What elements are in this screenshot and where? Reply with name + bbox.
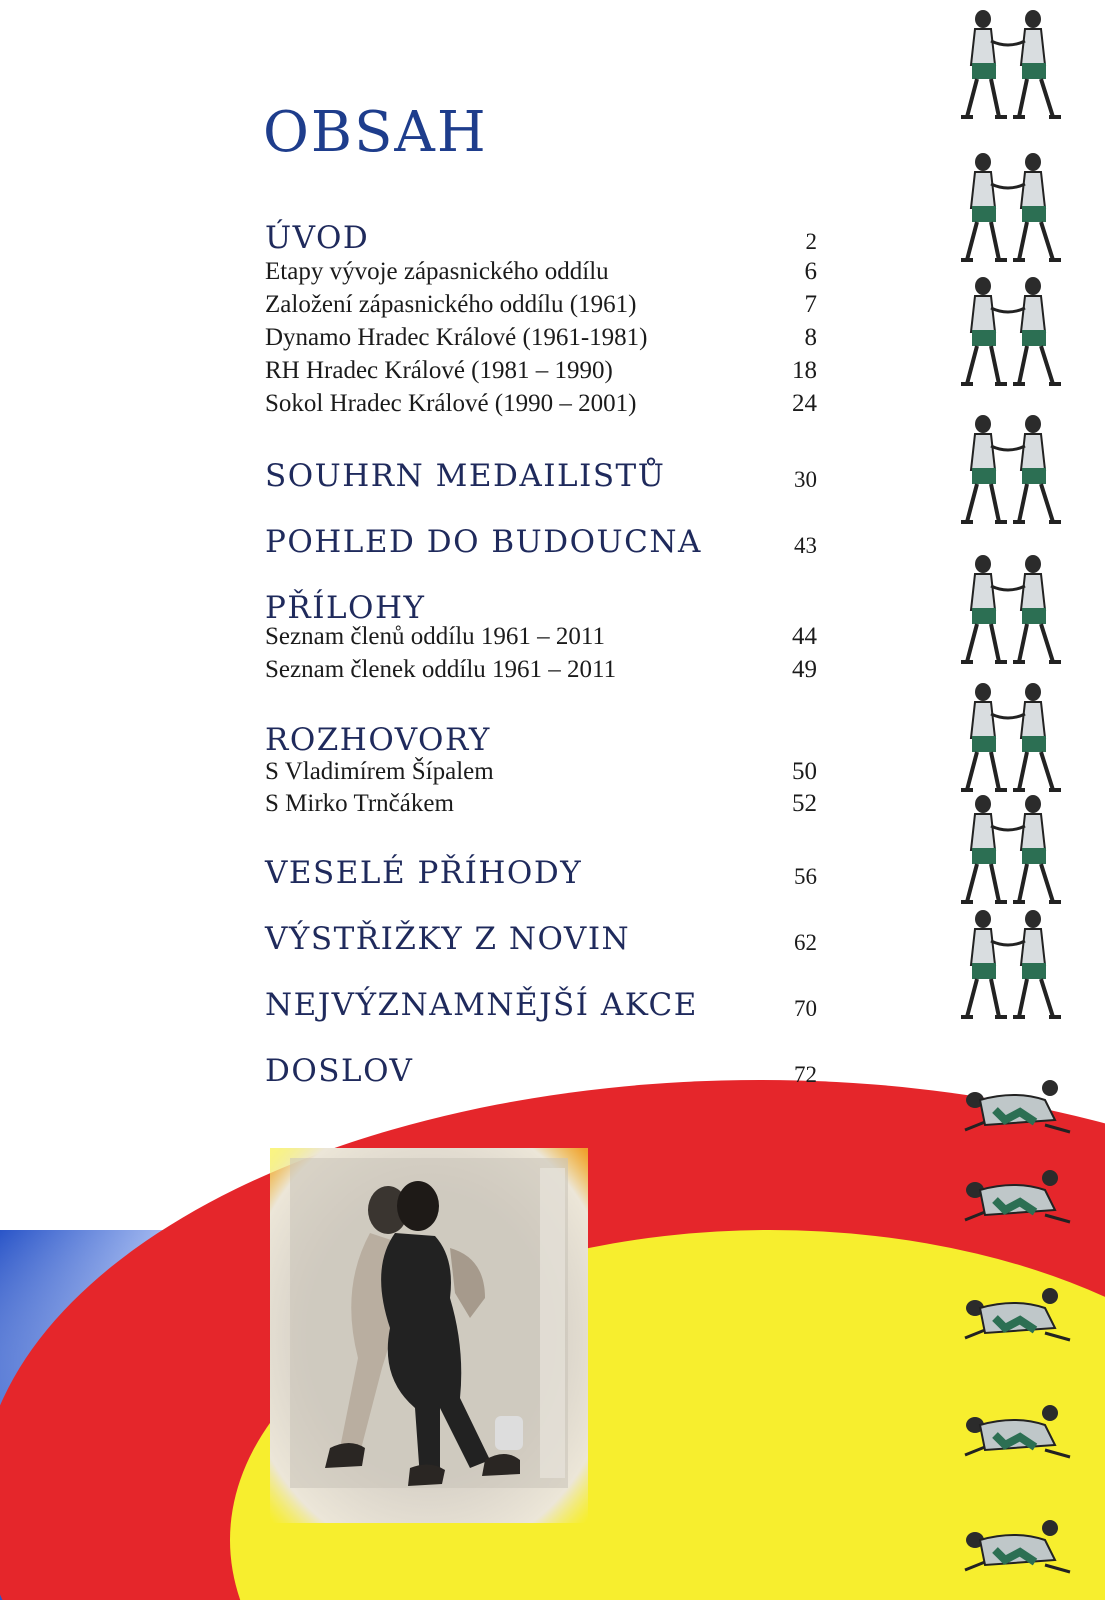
toc-section-label: VESELÉ PŘÍHODY	[265, 855, 583, 891]
toc-section-label: DOSLOV	[265, 1053, 414, 1089]
toc-page-number: 49	[792, 656, 817, 683]
toc-page-number: 72	[794, 1062, 817, 1087]
toc-section-label: ÚVOD	[265, 220, 370, 256]
toc-item-label: Seznam členek oddílu 1961 – 2011	[265, 656, 617, 683]
toc-item-label: S Vladimírem Šípalem	[265, 758, 494, 785]
wrestlers-bridge-icon	[965, 1288, 1070, 1340]
wrestlers-handshake-icon	[961, 10, 1061, 117]
wrestlers-pin-icon	[965, 1405, 1070, 1457]
toc-section-label: ROZHOVORY	[265, 722, 491, 758]
wrestlers-grapple-icon	[961, 153, 1061, 260]
toc-page-number: 7	[804, 291, 817, 318]
toc-item-label: S Mirko Trnčákem	[265, 790, 454, 817]
wrestlers-throw-icon	[961, 683, 1061, 790]
toc-item-label: Založení zápasnického oddílu (1961)	[265, 291, 637, 318]
toc-page-number: 52	[792, 790, 817, 817]
wrestlers-ground-icon	[965, 1080, 1070, 1132]
toc-page-number: 44	[792, 623, 817, 650]
toc-section-label: VÝSTŘIŽKY Z NOVIN	[265, 921, 631, 957]
toc-page-number: 30	[794, 467, 817, 492]
toc-section-label: POHLED DO BUDOUCNA	[265, 524, 702, 560]
page-title: OBSAH	[263, 100, 488, 165]
wrestling-figures-column	[945, 0, 1085, 1600]
toc-section-label: NEJVÝZNAMNĚJŠÍ AKCE	[265, 987, 698, 1023]
vintage-wrestlers-photo	[270, 1148, 588, 1523]
toc-section-label: PŘÍLOHY	[265, 590, 426, 626]
wrestlers-floor-icon	[965, 1520, 1070, 1572]
toc-item-label: Seznam členů oddílu 1961 – 2011	[265, 623, 605, 650]
toc-page-number: 8	[804, 324, 817, 351]
toc-page-number: 43	[794, 533, 817, 558]
wrestlers-stand-icon	[961, 910, 1061, 1017]
toc-item-label: Etapy vývoje zápasnického oddílu	[265, 258, 609, 285]
wrestlers-bent-icon	[961, 415, 1061, 522]
toc-item-label: RH Hradec Králové (1981 – 1990)	[265, 357, 613, 384]
toc-page-number: 62	[794, 930, 817, 955]
toc-page-number: 18	[792, 357, 817, 384]
wrestlers-clinch-icon	[961, 277, 1061, 384]
toc-page-number: 2	[805, 229, 817, 254]
toc-page-number: 70	[794, 996, 817, 1021]
wrestlers-lunge-icon	[961, 555, 1061, 662]
toc-page-number: 6	[804, 258, 817, 285]
wrestlers-lean-icon	[961, 795, 1061, 902]
toc-page-number: 50	[792, 758, 817, 785]
toc-item-label: Dynamo Hradec Králové (1961-1981)	[265, 324, 648, 351]
toc-item-label: Sokol Hradec Králové (1990 – 2001)	[265, 390, 637, 417]
wrestlers-crawl-icon	[965, 1170, 1070, 1222]
toc-page-number: 24	[792, 390, 817, 417]
toc-section-label: SOUHRN MEDAILISTŮ	[265, 458, 666, 494]
toc-page-number: 56	[794, 864, 817, 889]
